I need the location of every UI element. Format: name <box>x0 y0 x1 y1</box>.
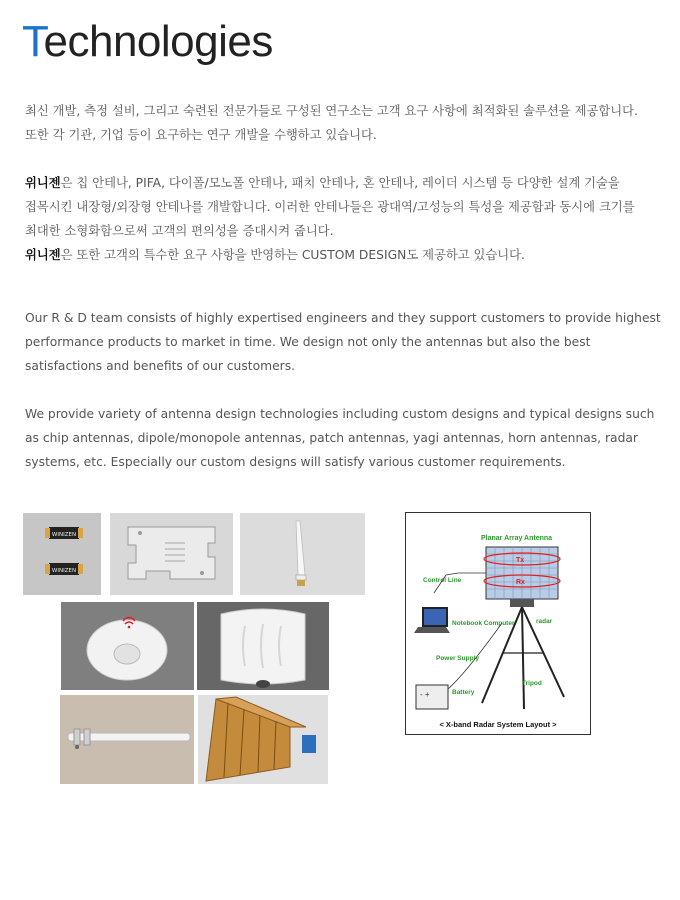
battery-label: Battery <box>452 689 475 696</box>
korean-p1-line2: 또한 각 기관, 기업 등이 요구하는 연구 개발을 수행하고 있습니다. <box>25 128 377 142</box>
tripod-label: Tripod <box>522 680 542 687</box>
korean-p2-line1: 위니젠은 칩 안테나, PIFA, 다이폴/모노폴 안테나, 패치 안테나, 혼 안테나, 레이더 시스템 등 다양한 설계 기술을 <box>25 176 620 190</box>
brand-name: 위니젠 <box>25 248 61 262</box>
chip-label-2: WINIZEN <box>51 568 77 574</box>
power-supply-label: Power Supply <box>436 655 479 662</box>
control-line-label: Control Line <box>423 577 462 584</box>
notebook-label: Notebook Computer <box>452 620 515 627</box>
korean-p2-line3: 최대한 소형화함으로써 고객의 편의성을 증대시켜 줍니다. <box>25 224 334 238</box>
brand-name: 위니젠 <box>25 176 61 190</box>
horn-antenna-photo <box>198 695 328 784</box>
patch-antenna-photo <box>197 602 329 690</box>
korean-p1-line1: 최신 개발, 측정 설비, 그리고 숙련된 전문가들로 구성된 연구소는 고객 요구 사항에 최적화된 솔루션을 제공합니다. <box>25 104 638 118</box>
radar-label: radar <box>536 618 553 625</box>
planar-array-label: Planar Array Antenna <box>481 535 553 542</box>
page-title: Technologies <box>22 17 273 66</box>
korean-p2-line4: 위니젠은 또한 고객의 특수한 요구 사항을 반영하는 CUSTOM DESIGN도 제공하고 있습니다. <box>25 248 525 262</box>
korean-p2-line2: 접목시킨 내장형/외장형 안테나를 개발합니다. 이러한 안테나들은 광대역/고성능의 특성을 제공함과 동시에 크기를 <box>25 200 635 214</box>
korean-products <box>25 171 665 267</box>
english-paragraph-2: We provide variety of antenna design technologies including custom designs and typical designs such as chip antennas, dipole/monopole antennas, patch antennas, yagi antennas, horn antennas, radar systems, etc. Especially our custom designs will satisfy various customer requirements. <box>25 407 655 469</box>
svg-text:Tx: Tx <box>516 557 525 564</box>
ceiling-antenna-photo <box>61 602 194 690</box>
omni-antenna-photo <box>60 695 194 784</box>
radar-caption: < X-band Radar System Layout > <box>439 720 557 729</box>
chip-label-1: WINIZEN <box>51 532 77 538</box>
dipole-antenna-photo <box>240 513 365 595</box>
pifa-antenna-photo <box>110 513 233 595</box>
svg-text:Rx: Rx <box>516 579 525 586</box>
chip-antenna-photo <box>23 513 101 595</box>
svg-text:- +: - + <box>420 690 430 699</box>
korean-intro <box>25 99 665 147</box>
english-paragraph-1: Our R & D team consists of highly expertised engineers and they support customers to provide highest performance products to market in time. We design not only the antennas but also the best satisfactions and benefits of our customers. <box>25 311 661 373</box>
radar-system-diagram <box>405 512 591 735</box>
